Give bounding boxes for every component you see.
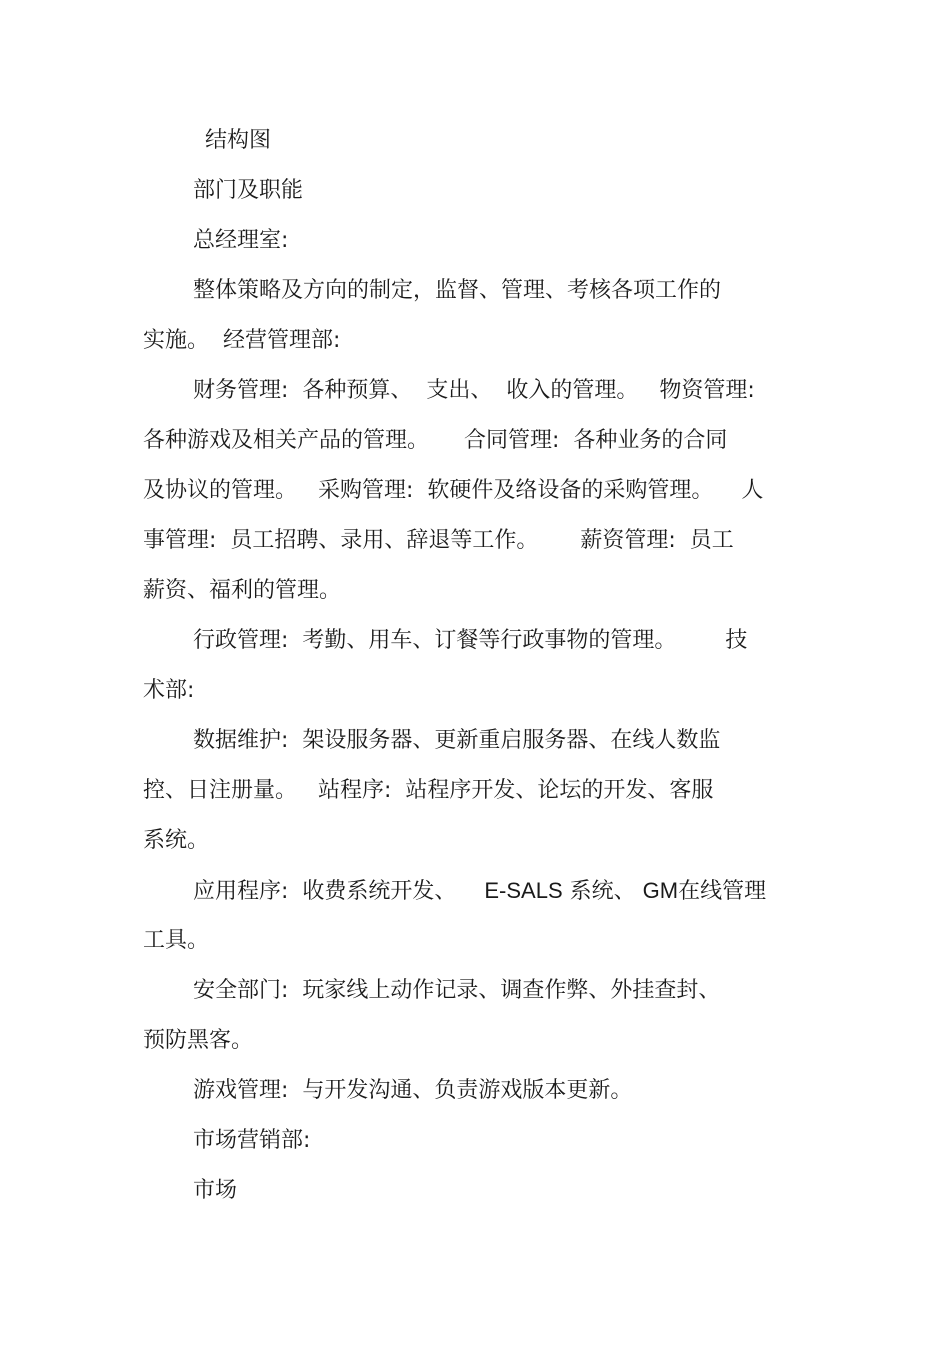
latin-text: GM [642,878,679,903]
text-segment: 市场营销部: [193,1128,311,1153]
text-line [143,1025,253,1057]
text-segment: 在线管理 [678,879,767,904]
text-line [193,375,755,407]
text-segment: 实施。 经营管理部: [143,328,341,353]
text-line [193,725,720,757]
text-segment: 市场 [193,1178,238,1203]
text-segment: 结构图 [205,128,272,153]
text-segment: 总经理室: [193,228,289,253]
latin-text: E-SALS [484,878,563,903]
text-segment: 游戏管理: 与开发沟通、负责游戏版本更新。 [193,1078,633,1103]
text-line [143,575,341,607]
text-line [205,125,271,157]
text-line [143,425,727,457]
text-line [193,225,288,257]
text-segment: 预防黑客。 [143,1028,254,1053]
text-line [193,875,766,907]
text-line [143,775,713,807]
text-segment: 行政管理: 考勤、用车、订餐等行政事物的管理。 技 [193,628,748,653]
text-line [143,925,209,957]
text-line [143,675,194,707]
text-segment: 事管理: 员工招聘、录用、辞退等工作。 薪资管理: 员工 [143,528,734,553]
text-line [143,325,340,357]
text-segment: 整体策略及方向的制定，监督、管理、考核各项工作的 [193,278,722,303]
text-line [143,525,734,557]
text-segment: 薪资、福利的管理。 [143,578,342,603]
text-line [193,625,747,657]
text-segment: 控、日注册量。 站程序: 站程序开发、论坛的开发、客服 [143,778,714,803]
text-segment: 工具。 [143,928,210,953]
text-segment: 安全部门: 玩家线上动作记录、调查作弊、外挂查封、 [193,978,721,1003]
text-segment: 系统。 [143,828,210,853]
text-line [143,825,209,857]
text-segment: 及协议的管理。 采购管理: 软硬件及络设备的采购管理。 人 [143,478,764,503]
text-line [193,1075,632,1107]
text-segment: 部门及职能 [193,178,304,203]
text-line [143,475,763,507]
text-segment: 数据维护: 架设服务器、更新重启服务器、在线人数监 [193,728,721,753]
text-line [193,1175,237,1207]
text-segment: 各种游戏及相关产品的管理。 合同管理: 各种业务的合同 [143,428,728,453]
text-line [193,1125,310,1157]
text-segment: 应用程序: 收费系统开发、 [193,879,485,904]
text-segment: 术部: [143,678,195,703]
text-segment: 财务管理: 各种预算、 支出、 收入的管理。 物资管理: [193,378,755,403]
text-line [193,975,720,1007]
text-segment: 系统、 [562,879,643,904]
text-line [193,275,721,307]
text-line [193,175,303,207]
